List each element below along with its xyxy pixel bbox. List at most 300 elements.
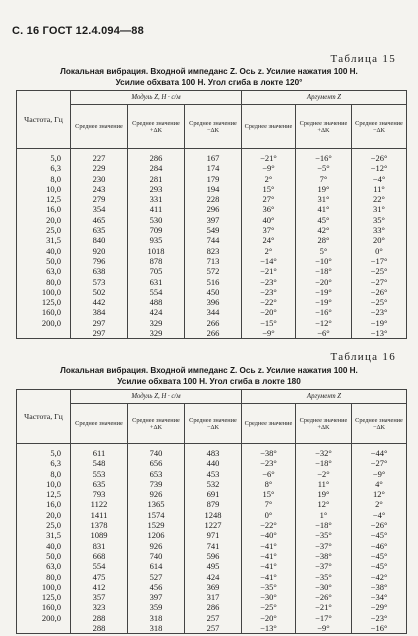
cell-argument-mean: −20°: [242, 307, 296, 317]
column-header-frequency: Частота, Гц: [17, 91, 71, 149]
cell-argument-minus: −19°: [352, 318, 407, 328]
cell-argument-minus: −23°: [352, 613, 407, 623]
table-caption: Таблица 15: [330, 53, 396, 65]
cell-modulus-plus: 329: [128, 328, 185, 339]
cell-modulus-mean: 1411: [71, 510, 128, 520]
table-row: [17, 530, 407, 540]
cell-modulus-minus: 396: [185, 297, 242, 307]
table-title: Локальная вибрация. Входной импеданс Z. Ось z. Усилие нажатия 100 Н.: [60, 67, 358, 76]
cell-modulus-minus: 823: [185, 246, 242, 256]
cell-modulus-minus: 572: [185, 266, 242, 276]
cell-argument-minus: −45°: [352, 530, 407, 540]
column-header-mean: Среднее значение: [242, 404, 296, 444]
cell-modulus-minus: 179: [185, 174, 242, 184]
table-row: [17, 184, 407, 194]
cell-frequency: 20,0: [17, 510, 71, 520]
cell-modulus-minus: 971: [185, 530, 242, 540]
cell-modulus-mean: 412: [71, 582, 128, 592]
cell-frequency: 100,0: [17, 582, 71, 592]
cell-modulus-mean: 357: [71, 592, 128, 602]
cell-argument-minus: −27°: [352, 277, 407, 287]
cell-argument-mean: 15°: [242, 489, 296, 499]
cell-frequency: 10,0: [17, 479, 71, 489]
cell-modulus-mean: 554: [71, 561, 128, 571]
column-header-mean: Среднее значение: [242, 105, 296, 149]
table-row: [17, 561, 407, 571]
cell-argument-mean: 36°: [242, 204, 296, 214]
cell-modulus-mean: 611: [71, 444, 128, 459]
cell-frequency: 160,0: [17, 307, 71, 317]
cell-argument-plus: 7°: [296, 174, 352, 184]
table-row: [17, 256, 407, 266]
cell-frequency: 125,0: [17, 297, 71, 307]
cell-modulus-plus: 1365: [128, 499, 185, 509]
cell-frequency: 10,0: [17, 184, 71, 194]
table-row: [17, 307, 407, 317]
table-row: [17, 592, 407, 602]
cell-argument-plus: −38°: [296, 551, 352, 561]
table-row: [17, 479, 407, 489]
cell-modulus-minus: 344: [185, 307, 242, 317]
cell-argument-minus: −45°: [352, 551, 407, 561]
cell-argument-minus: −27°: [352, 458, 407, 468]
cell-argument-plus: −18°: [296, 520, 352, 530]
cell-modulus-minus: 286: [185, 602, 242, 612]
cell-modulus-plus: 1206: [128, 530, 185, 540]
cell-modulus-minus: 174: [185, 163, 242, 173]
cell-argument-plus: −16°: [296, 149, 352, 164]
cell-modulus-mean: 279: [71, 194, 128, 204]
cell-argument-mean: −25°: [242, 602, 296, 612]
cell-argument-minus: 31°: [352, 204, 407, 214]
cell-argument-minus: −9°: [352, 469, 407, 479]
cell-modulus-mean: 638: [71, 266, 128, 276]
cell-modulus-plus: 1574: [128, 510, 185, 520]
cell-argument-plus: 1°: [296, 510, 352, 520]
cell-argument-plus: −2°: [296, 469, 352, 479]
cell-argument-mean: −30°: [242, 592, 296, 602]
cell-argument-plus: −30°: [296, 582, 352, 592]
cell-modulus-plus: 424: [128, 307, 185, 317]
cell-modulus-plus: 926: [128, 541, 185, 551]
cell-modulus-plus: 286: [128, 149, 185, 164]
table-row: [17, 235, 407, 245]
cell-argument-mean: −20°: [242, 613, 296, 623]
cell-modulus-minus: 741: [185, 541, 242, 551]
cell-argument-mean: 27°: [242, 194, 296, 204]
cell-argument-plus: 31°: [296, 194, 352, 204]
cell-modulus-minus: 266: [185, 328, 242, 339]
cell-modulus-minus: 713: [185, 256, 242, 266]
table-caption: Таблица 16: [330, 351, 396, 363]
table-row: [17, 297, 407, 307]
cell-modulus-minus: 397: [185, 215, 242, 225]
cell-argument-plus: −37°: [296, 541, 352, 551]
cell-frequency: 63,0: [17, 561, 71, 571]
cell-modulus-minus: 483: [185, 444, 242, 459]
cell-frequency: 40,0: [17, 541, 71, 551]
column-header-minus: Среднее значение −ΔK: [185, 404, 242, 444]
cell-modulus-mean: 573: [71, 277, 128, 287]
cell-argument-plus: −17°: [296, 613, 352, 623]
cell-argument-minus: −26°: [352, 149, 407, 164]
cell-modulus-plus: 740: [128, 444, 185, 459]
cell-frequency: [17, 328, 71, 339]
cell-modulus-minus: 167: [185, 149, 242, 164]
cell-argument-plus: −19°: [296, 287, 352, 297]
cell-argument-minus: 35°: [352, 215, 407, 225]
cell-argument-mean: 2°: [242, 246, 296, 256]
cell-modulus-mean: 465: [71, 215, 128, 225]
cell-frequency: 16,0: [17, 499, 71, 509]
cell-frequency: 50,0: [17, 551, 71, 561]
cell-argument-plus: −21°: [296, 602, 352, 612]
table-row: [17, 204, 407, 214]
cell-argument-mean: −9°: [242, 328, 296, 339]
cell-modulus-mean: 793: [71, 489, 128, 499]
cell-modulus-mean: 548: [71, 458, 128, 468]
cell-frequency: 40,0: [17, 246, 71, 256]
cell-modulus-minus: 257: [185, 623, 242, 634]
cell-frequency: 12,5: [17, 194, 71, 204]
cell-argument-mean: −41°: [242, 541, 296, 551]
column-header-mean: Среднее значение: [71, 404, 128, 444]
data-table: [16, 90, 407, 339]
cell-argument-mean: −22°: [242, 520, 296, 530]
cell-argument-mean: −23°: [242, 287, 296, 297]
cell-modulus-mean: 831: [71, 541, 128, 551]
cell-modulus-mean: 442: [71, 297, 128, 307]
cell-modulus-minus: 453: [185, 469, 242, 479]
cell-modulus-mean: 297: [71, 328, 128, 339]
cell-modulus-minus: 424: [185, 572, 242, 582]
cell-argument-plus: 11°: [296, 479, 352, 489]
cell-frequency: 31,5: [17, 530, 71, 540]
cell-argument-minus: −23°: [352, 307, 407, 317]
cell-modulus-mean: 668: [71, 551, 128, 561]
cell-argument-mean: −15°: [242, 318, 296, 328]
cell-argument-mean: −23°: [242, 458, 296, 468]
cell-modulus-minus: 317: [185, 592, 242, 602]
cell-modulus-minus: 495: [185, 561, 242, 571]
cell-modulus-minus: 879: [185, 499, 242, 509]
cell-modulus-mean: 1089: [71, 530, 128, 540]
cell-argument-plus: −26°: [296, 592, 352, 602]
cell-frequency: 50,0: [17, 256, 71, 266]
cell-modulus-minus: 691: [185, 489, 242, 499]
cell-argument-plus: −32°: [296, 444, 352, 459]
cell-modulus-plus: 331: [128, 194, 185, 204]
cell-frequency: 125,0: [17, 592, 71, 602]
table-row: [17, 174, 407, 184]
table-row: [17, 541, 407, 551]
cell-modulus-mean: 840: [71, 235, 128, 245]
table-row: [17, 318, 407, 328]
cell-frequency: 200,0: [17, 318, 71, 328]
table-row: [17, 458, 407, 468]
cell-modulus-minus: 228: [185, 194, 242, 204]
cell-modulus-plus: 878: [128, 256, 185, 266]
cell-modulus-mean: 920: [71, 246, 128, 256]
cell-frequency: 80,0: [17, 277, 71, 287]
cell-argument-minus: −4°: [352, 510, 407, 520]
cell-modulus-plus: 653: [128, 469, 185, 479]
table-row: [17, 582, 407, 592]
column-header-minus: Среднее значение −ΔK: [185, 105, 242, 149]
cell-modulus-plus: 293: [128, 184, 185, 194]
table-row: [17, 287, 407, 297]
cell-argument-plus: 12°: [296, 499, 352, 509]
cell-modulus-minus: 744: [185, 235, 242, 245]
cell-argument-minus: −26°: [352, 520, 407, 530]
cell-modulus-minus: 1248: [185, 510, 242, 520]
cell-argument-minus: 2°: [352, 499, 407, 509]
cell-argument-minus: −25°: [352, 266, 407, 276]
table-row: [17, 623, 407, 634]
cell-argument-plus: 28°: [296, 235, 352, 245]
cell-modulus-plus: 329: [128, 318, 185, 328]
cell-argument-minus: −4°: [352, 174, 407, 184]
cell-argument-mean: −9°: [242, 163, 296, 173]
cell-modulus-plus: 631: [128, 277, 185, 287]
cell-frequency: 63,0: [17, 266, 71, 276]
cell-modulus-mean: 796: [71, 256, 128, 266]
cell-frequency: 20,0: [17, 215, 71, 225]
cell-modulus-minus: 596: [185, 551, 242, 561]
cell-modulus-mean: 288: [71, 623, 128, 634]
cell-argument-minus: −26°: [352, 287, 407, 297]
column-header-plus: Среднее значение +ΔK: [296, 105, 352, 149]
cell-argument-mean: −13°: [242, 623, 296, 634]
cell-modulus-minus: 450: [185, 287, 242, 297]
cell-modulus-minus: 266: [185, 318, 242, 328]
cell-modulus-mean: 243: [71, 184, 128, 194]
cell-modulus-mean: 1122: [71, 499, 128, 509]
cell-modulus-mean: 354: [71, 204, 128, 214]
column-group-argument: Аргумент Z: [242, 91, 407, 105]
table-row: [17, 215, 407, 225]
cell-argument-minus: −45°: [352, 561, 407, 571]
cell-modulus-plus: 488: [128, 297, 185, 307]
cell-argument-plus: −10°: [296, 256, 352, 266]
cell-argument-minus: −46°: [352, 541, 407, 551]
cell-frequency: 100,0: [17, 287, 71, 297]
cell-argument-mean: 7°: [242, 499, 296, 509]
cell-modulus-mean: 288: [71, 613, 128, 623]
cell-frequency: 31,5: [17, 235, 71, 245]
cell-argument-mean: −35°: [242, 582, 296, 592]
cell-argument-mean: 8°: [242, 479, 296, 489]
table-row: [17, 613, 407, 623]
table-row: [17, 266, 407, 276]
cell-modulus-mean: 227: [71, 149, 128, 164]
cell-argument-plus: −12°: [296, 318, 352, 328]
cell-modulus-plus: 456: [128, 582, 185, 592]
cell-argument-plus: −35°: [296, 572, 352, 582]
cell-argument-minus: −13°: [352, 328, 407, 339]
cell-modulus-minus: 257: [185, 613, 242, 623]
cell-modulus-plus: 397: [128, 592, 185, 602]
cell-argument-mean: −41°: [242, 572, 296, 582]
column-header-frequency: Частота, Гц: [17, 390, 71, 444]
cell-argument-mean: 37°: [242, 225, 296, 235]
cell-argument-minus: −16°: [352, 623, 407, 634]
cell-frequency: 12,5: [17, 489, 71, 499]
cell-modulus-mean: 384: [71, 307, 128, 317]
cell-modulus-minus: 296: [185, 204, 242, 214]
cell-argument-minus: −17°: [352, 256, 407, 266]
cell-modulus-minus: 440: [185, 458, 242, 468]
cell-argument-mean: 40°: [242, 215, 296, 225]
column-group-argument: Аргумент Z: [242, 390, 407, 404]
cell-modulus-minus: 532: [185, 479, 242, 489]
cell-modulus-plus: 359: [128, 602, 185, 612]
table-row: [17, 489, 407, 499]
cell-argument-plus: 19°: [296, 184, 352, 194]
page-header: С. 16 ГОСТ 12.4.094—88: [12, 25, 144, 37]
column-header-mean: Среднее значение: [71, 105, 128, 149]
cell-modulus-plus: 1529: [128, 520, 185, 530]
cell-modulus-minus: 369: [185, 582, 242, 592]
cell-argument-minus: −44°: [352, 444, 407, 459]
cell-frequency: 6,3: [17, 458, 71, 468]
cell-argument-minus: 22°: [352, 194, 407, 204]
cell-modulus-mean: 475: [71, 572, 128, 582]
cell-argument-plus: −18°: [296, 266, 352, 276]
cell-modulus-minus: 549: [185, 225, 242, 235]
table-title: Усилие обхвата 100 Н. Угол сгиба в локте 180: [117, 377, 301, 386]
cell-argument-mean: 15°: [242, 184, 296, 194]
cell-argument-mean: 2°: [242, 174, 296, 184]
table-row: [17, 551, 407, 561]
cell-argument-minus: −42°: [352, 572, 407, 582]
cell-argument-mean: −23°: [242, 277, 296, 287]
cell-modulus-mean: 323: [71, 602, 128, 612]
cell-modulus-mean: 229: [71, 163, 128, 173]
cell-argument-plus: 45°: [296, 215, 352, 225]
table-title: Усилие обхвата 100 Н. Угол сгиба в локте 120°: [115, 78, 303, 87]
cell-argument-minus: 12°: [352, 489, 407, 499]
cell-argument-mean: 24°: [242, 235, 296, 245]
cell-argument-plus: −20°: [296, 277, 352, 287]
cell-argument-plus: −19°: [296, 297, 352, 307]
cell-argument-mean: −6°: [242, 469, 296, 479]
table-row: [17, 444, 407, 459]
cell-argument-plus: −9°: [296, 623, 352, 634]
cell-argument-minus: −34°: [352, 592, 407, 602]
table-row: [17, 572, 407, 582]
cell-argument-mean: −40°: [242, 530, 296, 540]
cell-argument-plus: −6°: [296, 328, 352, 339]
column-header-plus: Среднее значение +ΔK: [128, 105, 185, 149]
table-row: [17, 194, 407, 204]
cell-modulus-plus: 926: [128, 489, 185, 499]
cell-argument-mean: −41°: [242, 551, 296, 561]
cell-argument-minus: 33°: [352, 225, 407, 235]
cell-modulus-plus: 709: [128, 225, 185, 235]
cell-modulus-plus: 281: [128, 174, 185, 184]
cell-modulus-plus: 530: [128, 215, 185, 225]
cell-frequency: 25,0: [17, 225, 71, 235]
table-row: [17, 499, 407, 509]
cell-modulus-plus: 411: [128, 204, 185, 214]
cell-frequency: 8,0: [17, 174, 71, 184]
table-row: [17, 328, 407, 339]
cell-frequency: 25,0: [17, 520, 71, 530]
column-header-plus: Среднее значение +ΔK: [296, 404, 352, 444]
cell-frequency: 6,3: [17, 163, 71, 173]
cell-argument-mean: −21°: [242, 266, 296, 276]
cell-argument-minus: 11°: [352, 184, 407, 194]
cell-frequency: 160,0: [17, 602, 71, 612]
cell-modulus-minus: 194: [185, 184, 242, 194]
cell-frequency: 5,0: [17, 149, 71, 164]
cell-modulus-mean: 230: [71, 174, 128, 184]
cell-argument-plus: −5°: [296, 163, 352, 173]
cell-modulus-mean: 635: [71, 479, 128, 489]
cell-modulus-plus: 614: [128, 561, 185, 571]
cell-argument-plus: −16°: [296, 307, 352, 317]
cell-frequency: 8,0: [17, 469, 71, 479]
table-row: [17, 510, 407, 520]
cell-frequency: [17, 623, 71, 634]
cell-argument-mean: −14°: [242, 256, 296, 266]
cell-argument-minus: −25°: [352, 297, 407, 307]
cell-argument-minus: −38°: [352, 582, 407, 592]
cell-modulus-mean: 297: [71, 318, 128, 328]
cell-modulus-plus: 527: [128, 572, 185, 582]
cell-argument-minus: 0°: [352, 246, 407, 256]
cell-argument-mean: −38°: [242, 444, 296, 459]
cell-argument-plus: 41°: [296, 204, 352, 214]
table-row: [17, 246, 407, 256]
cell-argument-minus: −29°: [352, 602, 407, 612]
cell-frequency: 200,0: [17, 613, 71, 623]
cell-modulus-plus: 705: [128, 266, 185, 276]
cell-argument-plus: 19°: [296, 489, 352, 499]
cell-modulus-mean: 1378: [71, 520, 128, 530]
cell-argument-mean: −21°: [242, 149, 296, 164]
cell-modulus-mean: 553: [71, 469, 128, 479]
cell-argument-minus: 20°: [352, 235, 407, 245]
table-row: [17, 149, 407, 164]
cell-argument-plus: 42°: [296, 225, 352, 235]
data-table: [16, 389, 407, 634]
table-title: Локальная вибрация. Входной импеданс Z. Ось z. Усилие нажатия 100 Н.: [60, 366, 358, 375]
cell-modulus-plus: 318: [128, 623, 185, 634]
cell-modulus-plus: 318: [128, 613, 185, 623]
cell-modulus-plus: 656: [128, 458, 185, 468]
cell-argument-plus: −35°: [296, 530, 352, 540]
cell-argument-mean: −41°: [242, 561, 296, 571]
column-header-minus: Среднее значение −ΔK: [352, 105, 407, 149]
cell-argument-plus: −18°: [296, 458, 352, 468]
table-row: [17, 225, 407, 235]
cell-argument-plus: 5°: [296, 246, 352, 256]
cell-argument-mean: 0°: [242, 510, 296, 520]
table-row: [17, 163, 407, 173]
cell-modulus-mean: 502: [71, 287, 128, 297]
table-row: [17, 520, 407, 530]
table-row: [17, 602, 407, 612]
column-header-minus: Среднее значение −ΔK: [352, 404, 407, 444]
cell-modulus-plus: 935: [128, 235, 185, 245]
cell-modulus-mean: 635: [71, 225, 128, 235]
table-row: [17, 469, 407, 479]
cell-modulus-minus: 1227: [185, 520, 242, 530]
cell-modulus-plus: 554: [128, 287, 185, 297]
cell-modulus-minus: 516: [185, 277, 242, 287]
